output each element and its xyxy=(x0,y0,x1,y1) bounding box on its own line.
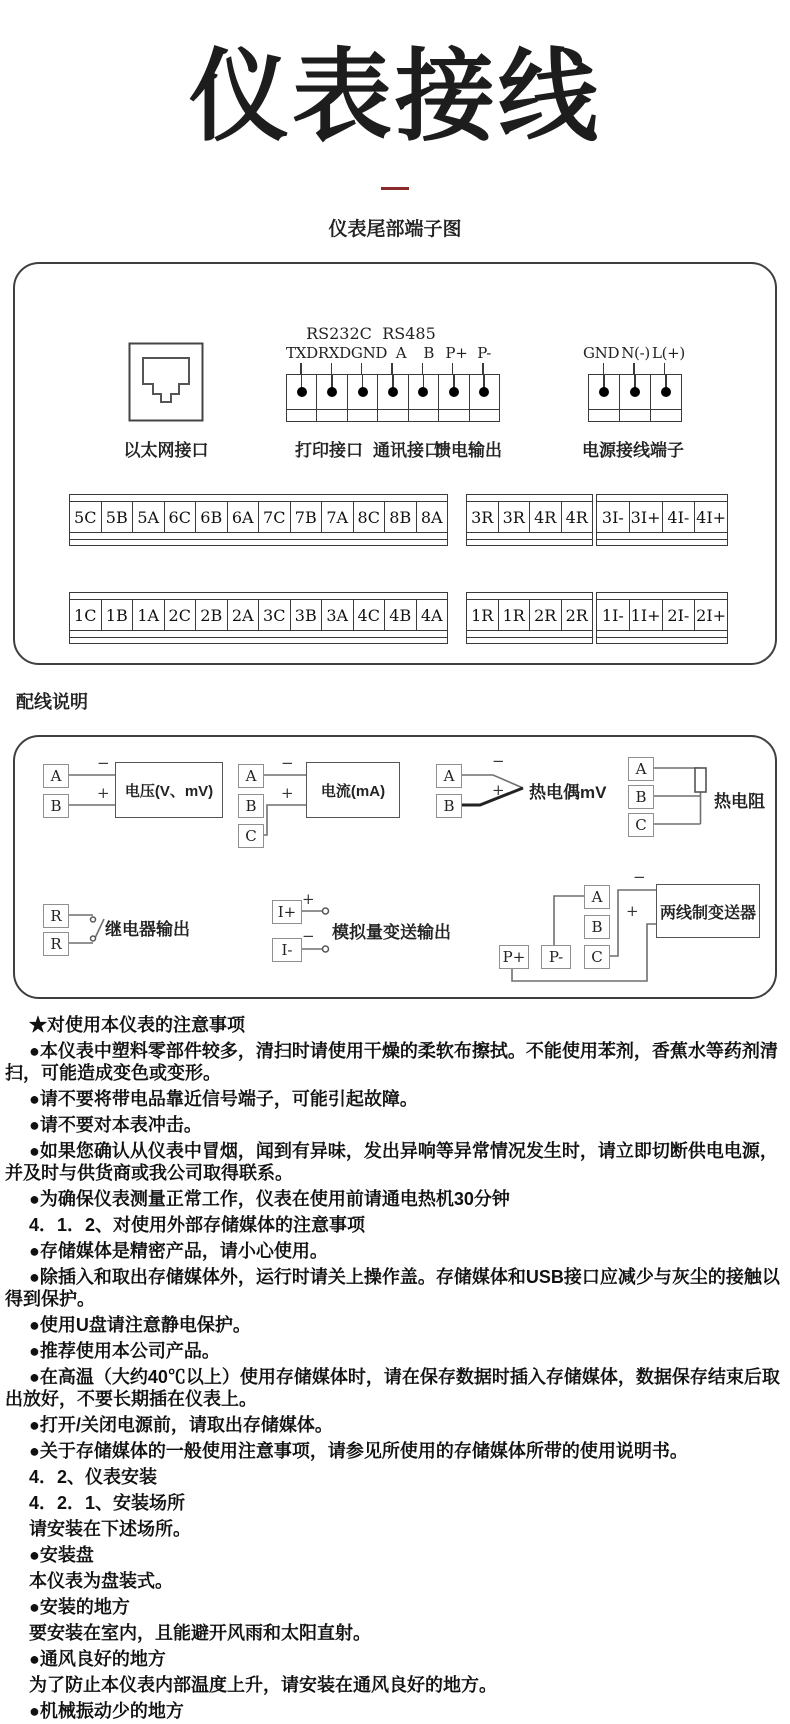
terminal-cell: 3R xyxy=(467,502,499,532)
terminal-cell: 4B xyxy=(385,600,417,630)
comm-pin-leads xyxy=(286,363,498,374)
note-line: ●打开/关闭电源前，请取出存储媒体。 xyxy=(29,1415,333,1435)
terminal-cell: 6B xyxy=(196,502,228,532)
plus-sign: + xyxy=(281,784,294,802)
terminal-box: B xyxy=(436,794,462,818)
terminal-cell: N(-) xyxy=(621,344,650,362)
terminal-dot xyxy=(287,375,317,409)
terminal-cell: 8C xyxy=(354,502,386,532)
power-connector-cells xyxy=(589,375,681,409)
power-connector-base xyxy=(589,409,681,421)
terminal-cell: 4R xyxy=(530,502,562,532)
minus-sign: − xyxy=(492,752,505,770)
pin-lead xyxy=(286,363,316,374)
power-terminal-label: 电源接线端子 xyxy=(582,441,684,460)
base-cell xyxy=(470,410,499,421)
terminal-box: B xyxy=(584,915,610,939)
terminal-box: C xyxy=(238,824,264,848)
note-line: ●在高温（大约40℃以上）使用存储媒体时，请在保存数据时插入存储媒体，数据保存结束后取出放好，不要长期插在仪表上。 xyxy=(5,1367,780,1409)
pin-lead xyxy=(316,363,346,374)
plus-sign: + xyxy=(302,890,315,908)
terminal-box: B xyxy=(238,794,264,818)
notes-section xyxy=(5,1014,785,1724)
terminal-cell: P+ xyxy=(445,344,468,362)
pin-lead xyxy=(437,363,467,374)
terminal-box: A xyxy=(238,764,264,788)
base-cell xyxy=(348,410,378,421)
note-line: ●安装的地方 xyxy=(29,1597,130,1617)
pin-lead xyxy=(619,363,650,374)
feed-output-label: 馈电输出 xyxy=(434,441,502,460)
base-cell xyxy=(378,410,408,421)
wiring-section-heading: 配线说明 xyxy=(16,692,88,712)
terminal-cell: 3B xyxy=(291,600,323,630)
terminal-cell: RXD xyxy=(317,344,351,362)
base-cell xyxy=(439,410,469,421)
power-connector xyxy=(588,374,682,422)
terminal-box: B xyxy=(43,794,69,818)
terminal-dot xyxy=(348,375,378,409)
terminal-cell: 2C xyxy=(165,600,197,630)
terminal-cell: 4I+ xyxy=(696,507,727,527)
terminal-dot xyxy=(589,375,620,409)
terminal-dot xyxy=(439,375,469,409)
plus-sign: + xyxy=(626,902,639,920)
terminal-dot xyxy=(470,375,499,409)
note-line: ●为确保仪表测量正常工作，仪表在使用前请通电热机30分钟 xyxy=(29,1189,510,1209)
note-line: ★对使用本仪表的注意事项 xyxy=(29,1015,245,1035)
note-line: ●通风良好的地方 xyxy=(29,1649,166,1669)
note-line: ●请不要将带电品靠近信号端子，可能引起故障。 xyxy=(29,1089,418,1109)
power-pin-leads xyxy=(588,363,680,374)
wiring-panel xyxy=(13,735,777,999)
terminal-box: P+ xyxy=(499,945,529,969)
terminal-cell: 1A xyxy=(133,600,165,630)
pin-lead xyxy=(407,363,437,374)
terminal-cell: 8A xyxy=(420,507,443,527)
minus-sign: − xyxy=(633,868,646,886)
terminal-box: R xyxy=(43,932,69,956)
terminal-dot xyxy=(409,375,439,409)
terminal-cell: 4A xyxy=(420,605,443,625)
pin-lead xyxy=(468,363,498,374)
plus-sign: + xyxy=(492,781,505,799)
terminal-box: P- xyxy=(541,945,571,969)
terminal-cell: 2I+ xyxy=(696,605,727,625)
terminal-cell: 2A xyxy=(228,600,260,630)
terminal-panel xyxy=(13,262,777,665)
terminal-cell: 2R xyxy=(530,600,562,630)
base-cell xyxy=(409,410,439,421)
note-line: 请安装在下述场所。 xyxy=(29,1519,191,1539)
thermocouple-label: 热电偶mV xyxy=(529,783,607,802)
comm-pin-labels xyxy=(286,344,498,362)
base-cell xyxy=(317,410,347,421)
terminal-diagram-caption: 仪表尾部端子图 xyxy=(328,219,462,240)
terminal-box: A xyxy=(628,757,654,781)
comm-connector xyxy=(286,374,500,422)
terminal-cell: GND xyxy=(350,344,388,362)
ethernet-label: 以太网接口 xyxy=(123,441,209,460)
minus-sign: − xyxy=(302,927,315,945)
relay-output-label: 继电器输出 xyxy=(105,920,190,939)
terminal-cell: 6A xyxy=(228,502,260,532)
terminal-cell: 8B xyxy=(385,502,417,532)
terminal-strip-row2-relay xyxy=(466,592,593,644)
minus-sign: − xyxy=(281,754,294,772)
terminal-cell: 3C xyxy=(259,600,291,630)
note-line: ●本仪表中塑料零部件较多，清扫时请使用干燥的柔软布擦拭。不能使用苯剂，香蕉水等药剂清扫，可能造成变色或变形。 xyxy=(5,1041,778,1083)
terminal-box: A xyxy=(43,764,69,788)
terminal-cell: 2I- xyxy=(663,600,696,630)
two-wire-transmitter-box: 两线制变送器 xyxy=(656,884,760,938)
terminal-cell: 4I- xyxy=(663,502,696,532)
pin-lead xyxy=(588,363,619,374)
terminal-strip-row1-main xyxy=(69,494,448,546)
terminal-box: R xyxy=(43,904,69,928)
terminal-cell: GND xyxy=(583,344,620,362)
terminal-cell: 3R xyxy=(499,502,531,532)
title-divider xyxy=(381,187,409,190)
power-pin-labels xyxy=(583,344,685,362)
minus-sign: − xyxy=(97,754,110,772)
terminal-cell: 1C xyxy=(70,600,102,630)
rs485-label: RS485 xyxy=(382,324,436,343)
terminal-cell: B xyxy=(423,344,435,362)
note-line: 为了防止本仪表内部温度上升，请安装在通风良好的地方。 xyxy=(29,1675,497,1695)
base-cell xyxy=(620,410,651,421)
terminal-cell: 2R xyxy=(565,605,588,625)
terminal-cell: 5B xyxy=(102,502,134,532)
terminal-cell: 1I+ xyxy=(630,600,663,630)
terminal-cell: 7C xyxy=(259,502,291,532)
terminal-strip-row1-relay xyxy=(466,494,593,546)
terminal-strip-row1-current xyxy=(596,494,728,546)
analog-output-label: 模拟量变送输出 xyxy=(332,923,451,942)
terminal-strip-row2-current xyxy=(596,592,728,644)
terminal-cell: TXD xyxy=(286,344,318,362)
note-line: ●安装盘 xyxy=(29,1545,94,1565)
note-line: ●存储媒体是精密产品，请小心使用。 xyxy=(29,1241,328,1261)
terminal-cell: 1R xyxy=(467,600,499,630)
terminal-dot xyxy=(620,375,651,409)
note-line: ●如果您确认从仪表中冒烟，闻到有异味，发出异响等异常情况发生时，请立即切断供电电源，并及时与供货商或我公司取得联系。 xyxy=(5,1141,778,1183)
terminal-cell: 1I- xyxy=(597,600,630,630)
note-line: 要安装在室内，且能避开风雨和太阳直射。 xyxy=(29,1623,371,1643)
terminal-cell: 1R xyxy=(499,600,531,630)
terminal-box: A xyxy=(436,764,462,788)
base-cell xyxy=(651,410,681,421)
plus-sign: + xyxy=(97,784,110,802)
note-line: 4．2．1、安装场所 xyxy=(29,1493,186,1513)
pin-lead xyxy=(377,363,407,374)
terminal-cell: L(+) xyxy=(651,344,685,362)
terminal-cell: 3I+ xyxy=(630,502,663,532)
terminal-box: I+ xyxy=(272,900,302,924)
terminal-box: A xyxy=(584,885,610,909)
terminal-box: B xyxy=(628,785,654,809)
terminal-box: C xyxy=(628,813,654,837)
terminal-dot xyxy=(378,375,408,409)
terminal-cell: 3A xyxy=(322,600,354,630)
current-input-box: 电流(mA) xyxy=(306,762,400,818)
terminal-cell: 6C xyxy=(165,502,197,532)
note-line: 4．1．2、对使用外部存储媒体的注意事项 xyxy=(29,1215,366,1235)
note-line: ●机械振动少的地方 xyxy=(29,1701,184,1721)
note-line: ●请不要对本表冲击。 xyxy=(29,1115,202,1135)
comm-port-label: 通讯接口 xyxy=(373,441,441,460)
terminal-dot xyxy=(317,375,347,409)
note-line: ●推荐使用本公司产品。 xyxy=(29,1341,220,1361)
terminal-cell: 3I- xyxy=(597,502,630,532)
terminal-cell: 4R xyxy=(565,507,588,527)
note-line: 本仪表为盘装式。 xyxy=(29,1571,173,1591)
terminal-cell: P- xyxy=(477,344,492,362)
pin-lead xyxy=(649,363,680,374)
comm-connector-base xyxy=(287,409,499,421)
ethernet-port-icon xyxy=(128,342,204,422)
note-line: 4．2、仪表安装 xyxy=(29,1467,158,1487)
terminal-cell: 7A xyxy=(322,502,354,532)
note-line: ●关于存储媒体的一般使用注意事项，请参见所使用的存储媒体所带的使用说明书。 xyxy=(29,1441,688,1461)
terminal-strip-row2-main xyxy=(69,592,448,644)
terminal-cell: 7B xyxy=(291,502,323,532)
base-cell xyxy=(287,410,317,421)
terminal-cell: A xyxy=(395,344,407,362)
terminal-cell: 5A xyxy=(133,502,165,532)
terminal-box: I- xyxy=(272,938,302,962)
terminal-cell: 5C xyxy=(70,502,102,532)
pin-lead xyxy=(347,363,377,374)
terminal-cell: 1B xyxy=(102,600,134,630)
rs232c-label: RS232C xyxy=(306,324,372,343)
note-line: ●使用U盘请注意静电保护。 xyxy=(29,1315,251,1335)
base-cell xyxy=(589,410,620,421)
terminal-cell: 4C xyxy=(354,600,386,630)
terminal-box: C xyxy=(584,945,610,969)
terminal-dot xyxy=(651,375,681,409)
comm-connector-cells xyxy=(287,375,499,409)
note-line: ●除插入和取出存储媒体外，运行时请关上操作盖。存储媒体和USB接口应减少与灰尘的接触以得到保护。 xyxy=(5,1267,780,1309)
printer-port-label: 打印接口 xyxy=(295,441,363,460)
rtd-label: 热电阻 xyxy=(714,792,765,811)
voltage-input-box: 电压(V、mV) xyxy=(115,762,223,818)
page-title: 仪表接线 xyxy=(189,41,601,153)
terminal-cell: 2B xyxy=(196,600,228,630)
